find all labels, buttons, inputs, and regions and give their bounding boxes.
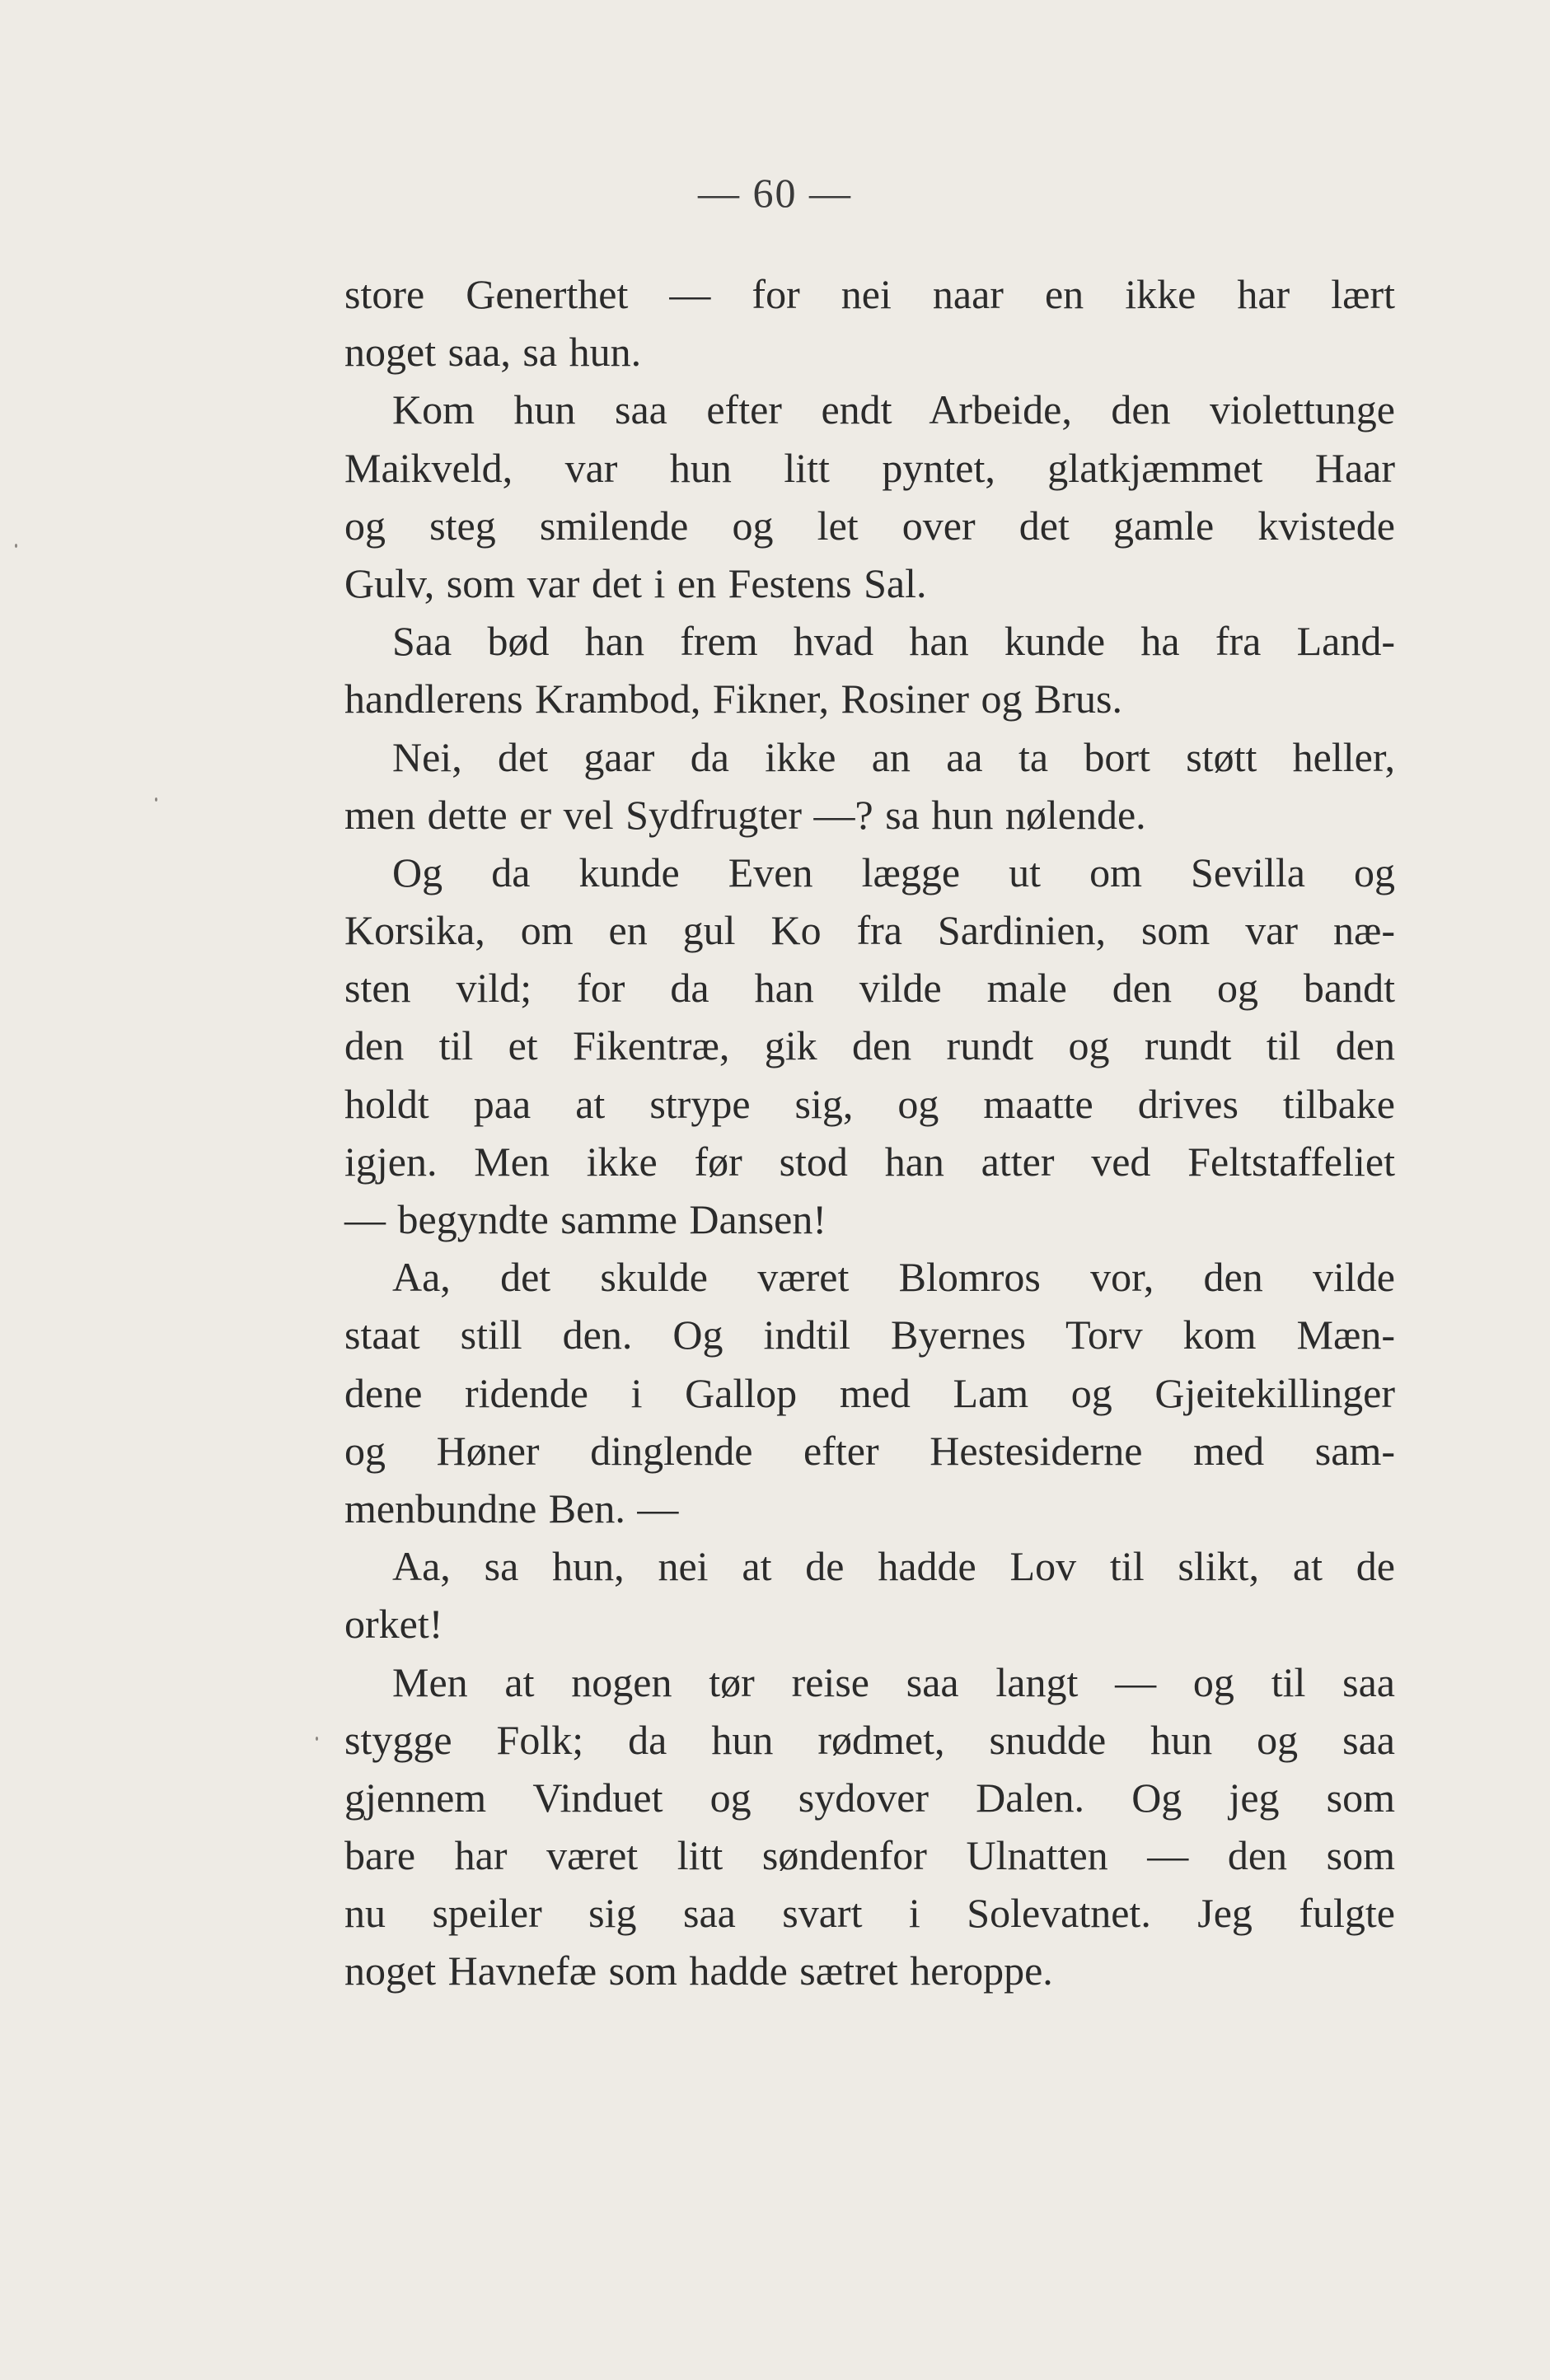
text-line: bare har været litt søndenfor Ulnatten — den som bbox=[344, 1832, 1395, 1879]
text-line: noget saa, sa hun. bbox=[344, 329, 642, 376]
text-line: Saa bød han frem hvad han kunde ha fra Land- bbox=[392, 618, 1395, 665]
text-line: Maikveld, var hun litt pyntet, glatkjæmmet Haar bbox=[344, 444, 1395, 491]
text-line: Og da kunde Even lægge ut om Sevilla og bbox=[392, 849, 1395, 895]
text-line: noget Havnefæ som hadde sætret heroppe. bbox=[344, 1947, 1053, 1994]
text-line: Gulv, som var det i en Festens Sal. bbox=[344, 559, 927, 606]
text-line: Korsika, om en gul Ko fra Sardinien, som var næ- bbox=[344, 907, 1395, 954]
text-line: den til et Fikentræ, gik den rundt og rundt til den bbox=[344, 1022, 1395, 1069]
text-line: holdt paa at strype sig, og maatte drives tilbake bbox=[344, 1080, 1395, 1127]
paper-speck bbox=[15, 544, 17, 548]
text-line: nu speiler sig saa svart i Solevatnet. Jeg fulgte bbox=[344, 1890, 1395, 1937]
paper-speck bbox=[155, 797, 157, 802]
text-line: — begyndte samme Dansen! bbox=[344, 1196, 827, 1242]
text-line: dene ridende i Gallop med Lam og Gjeitekillinger bbox=[344, 1369, 1395, 1416]
text-line: og steg smilende og let over det gamle kvistede bbox=[344, 502, 1395, 549]
text-line: handlerens Krambod, Fikner, Rosiner og Brus. bbox=[344, 676, 1122, 722]
text-line: stygge Folk; da hun rødmet, snudde hun og saa bbox=[344, 1716, 1395, 1763]
text-line: Nei, det gaar da ikke an aa ta bort støtt heller, bbox=[392, 733, 1395, 780]
text-line: orket! bbox=[344, 1601, 443, 1648]
text-line: men dette er vel Sydfrugter —? sa hun nølende. bbox=[344, 791, 1146, 838]
text-line: igjen. Men ikke før stod han atter ved Feltstaffeliet bbox=[344, 1138, 1395, 1185]
text-line: og Høner dinglende efter Hestesiderne med sam- bbox=[344, 1427, 1395, 1474]
text-line: Kom hun saa efter endt Arbeide, den violettunge bbox=[392, 386, 1395, 433]
body-text bbox=[344, 265, 1395, 2000]
paper-speck bbox=[316, 1737, 318, 1741]
text-line: gjennem Vinduet og sydover Dalen. Og jeg som bbox=[344, 1774, 1395, 1821]
text-line: menbundne Ben. — bbox=[344, 1485, 679, 1531]
text-line: store Generthet — for nei naar en ikke har lært bbox=[344, 271, 1395, 317]
text-line: Aa, sa hun, nei at de hadde Lov til slikt, at de bbox=[392, 1543, 1395, 1590]
text-line: staat still den. Og indtil Byernes Torv kom Mæn- bbox=[344, 1312, 1395, 1358]
text-line: Men at nogen tør reise saa langt — og til saa bbox=[392, 1658, 1395, 1705]
page-number: — 60 — bbox=[698, 170, 852, 216]
text-line: sten vild; for da han vilde male den og bandt bbox=[344, 965, 1395, 1012]
text-line: Aa, det skulde været Blomros vor, den vilde bbox=[392, 1254, 1395, 1301]
